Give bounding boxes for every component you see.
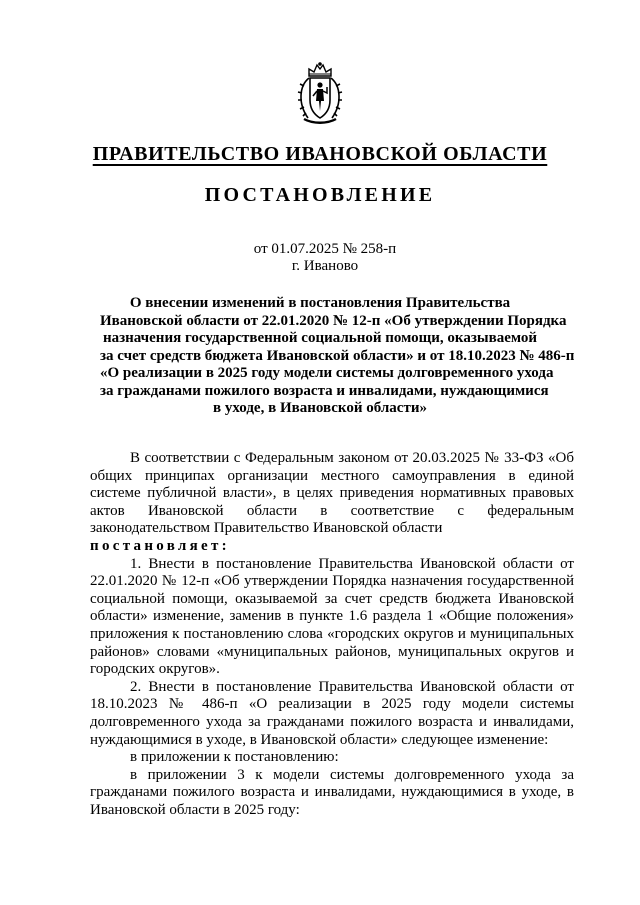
item-1-paragraph: 1. Внести в постановление Правительства Ивановской области от 22.01.2020 № 12-п «Об утверждении Порядка назначения государственной социальной помощи, оказываемой за счет средств бюджета Ивановской области» изменение, заменив в пункте 1.6 раздела 1 «Общие положения» приложения к постановлению слова «городских округов и муниципальных районов» словами «муниципальных районов, муниципальных округов и городских округов». (90, 555, 574, 678)
heading-line: «О реализации в 2025 году модели системы долговременного ухода (100, 365, 554, 381)
heading-line: Ивановской области от 22.01.2020 № 12-п «Об утверждении Порядка (100, 312, 567, 329)
government-title: ПРАВИТЕЛЬСТВО ИВАНОВСКОЙ ОБЛАСТИ (92, 143, 548, 165)
coat-of-arms-icon (295, 60, 345, 126)
decree-word: постановляет: (90, 537, 230, 554)
heading-line: в уходе, в Ивановской области» (213, 400, 427, 416)
heading-line: за счет средств бюджета Ивановской области» и от 18.10.2023 № 486-п (100, 347, 575, 364)
heading-line: за гражданами пожилого возраста и инвалидами, нуждающимися (100, 382, 549, 399)
heading-line: назначения государственной социальной помощи, оказываемой (102, 330, 538, 346)
document-city: г. Иваново (291, 258, 359, 274)
document-body (90, 450, 574, 819)
preamble-paragraph: В соответствии с Федеральным законом от 20.03.2025 № 33-ФЗ «Об общих принципах организации местного самоуправления в единой системе публичной власти», в целях приведения нормативных правовых актов Ивановской области в соответствие с федеральным законодательством Правительство Ивановской области (90, 450, 574, 537)
document-date-number: от 01.07.2025 № 258-п (253, 241, 397, 257)
heading-line: О внесении изменений в постановления Правительства (129, 295, 511, 311)
item-2-subparagraph: в приложении к постановлению: (130, 749, 339, 766)
item-2-subparagraph: в приложении 3 к модели системы долговременного ухода за гражданами пожилого возраста и инвалидами, нуждающимися в уходе, в Ивановской области в 2025 году: (90, 766, 574, 818)
document-type: ПОСТАНОВЛЕНИЕ (204, 184, 436, 206)
document-heading (100, 295, 575, 418)
item-2-paragraph: 2. Внести в постановление Правительства Ивановской области от 18.10.2023 № 486-п «О реализации в 2025 году модели системы долговременного ухода за гражданами пожилого возраста и инвалидами, нуждающимися в уходе, в Ивановской области» следующее изменение: (90, 678, 574, 748)
